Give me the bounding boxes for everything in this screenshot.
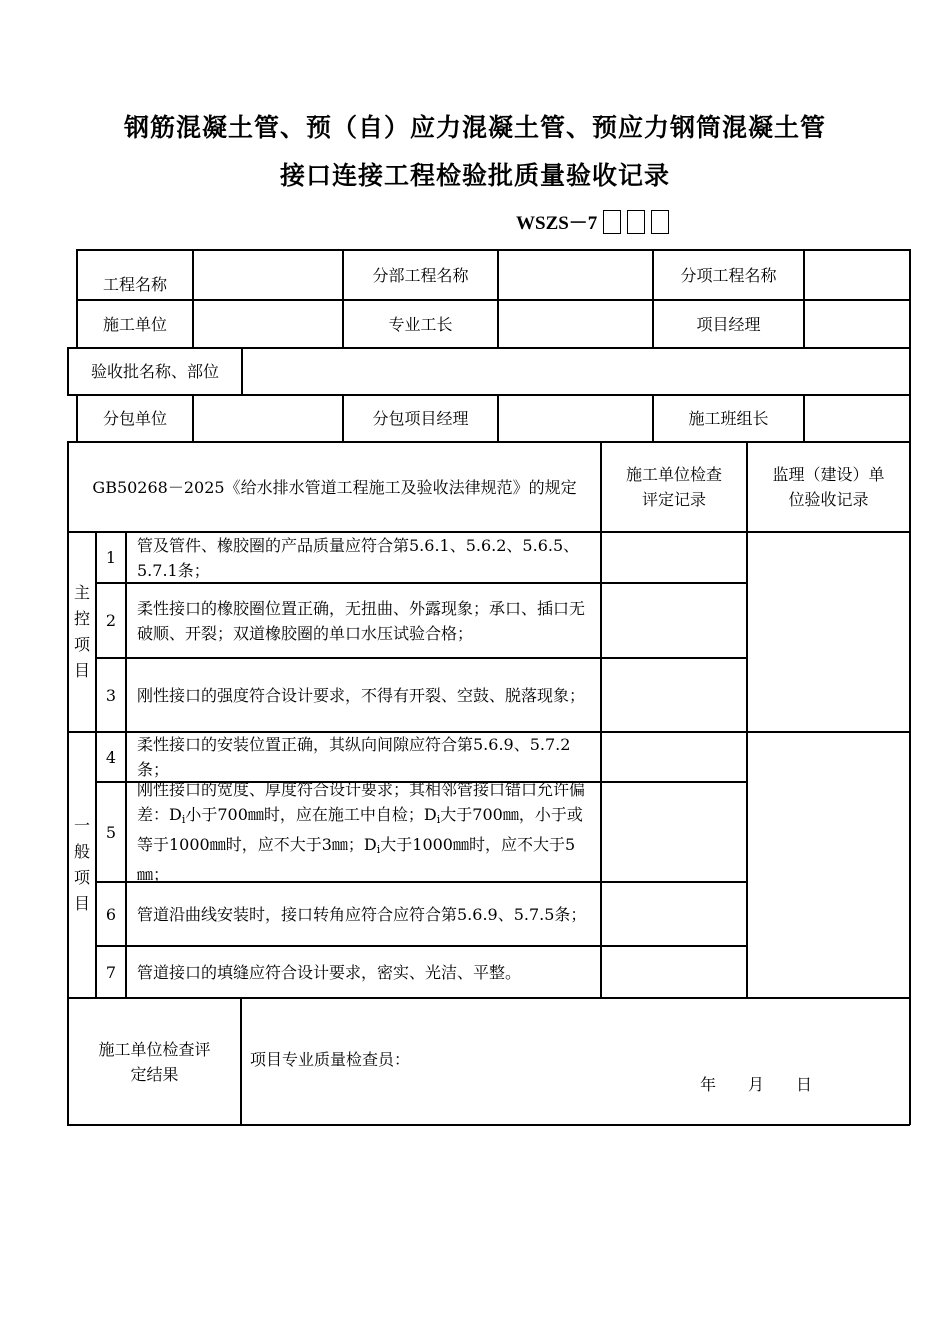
item-check-field[interactable] [602,883,746,945]
item-no: 3 [105,685,117,705]
item-text: 管道接口的填缝应符合设计要求，密实、光洁、平整。 [137,962,522,982]
item-check-field[interactable] [602,584,746,657]
item-text: 柔性接口的安装位置正确，其纵向间隙应符合第5.6.9、5.7.2条； [137,735,571,779]
item5-text-c: 大于700㎜，小于或等于1000㎜时，应不大于3㎜；D [137,805,583,854]
division-field[interactable] [499,251,652,299]
item5-sub-1: i [181,813,186,826]
division-label: 分部工程名称 [372,266,469,285]
batch-label: 验收批名称、部位 [90,362,219,381]
main-group-label [69,533,95,731]
code-box-2[interactable] [627,210,645,234]
foreman-label: 专业工长 [388,314,453,334]
team-leader-label: 施工班组长 [688,409,769,428]
construction-unit-label: 施工单位 [102,314,167,334]
spec-header: GB50268－2025《给水排水管道工程施工及验收法律规范》的规定 [92,477,577,497]
title-line-2: 接口连接工程检验批质量验收记录 [279,161,670,190]
subcontractor-field[interactable] [194,396,342,441]
item-no: 7 [105,962,117,982]
item5-text-b: 小于700㎜时，应在施工中自检；D [185,805,437,824]
item-no: 4 [105,747,117,767]
item-check-field[interactable] [602,659,746,731]
main-group-text: 主控项目 [74,583,91,680]
item5-text-a: 刚性接口的宽度、厚度符合设计要求；其相邻管接口错口允许偏差：D [137,780,586,824]
subcontractor-label: 分包单位 [102,409,167,428]
code-box-3[interactable] [651,210,669,234]
item-text: 柔性接口的橡胶圈位置正确，无扭曲、外露现象；承口、插口无破顺、开裂；双道橡胶圈的单口水压试验合格； [137,598,586,643]
team-leader-field[interactable] [805,396,909,441]
item-check-field[interactable] [602,783,746,881]
sub-pm-label: 分包项目经理 [372,409,469,428]
code-box-1[interactable] [603,210,621,234]
title-line-1: 钢筋混凝土管、预（自）应力混凝土管、预应力钢筒混凝土管 [123,113,826,142]
item5-sub-3: i [376,843,381,856]
foreman-field[interactable] [499,301,652,347]
project-name-label: 工程名称 [102,275,167,294]
project-name-field[interactable] [194,251,342,299]
item-check-field[interactable] [602,533,746,582]
item5-sub-2: i [436,813,441,826]
item-check-field[interactable] [602,733,746,781]
construction-unit-field[interactable] [194,301,342,347]
subitem-label: 分项工程名称 [680,266,777,285]
pm-label: 项目经理 [696,314,761,334]
inspector-label[interactable]: 项目专业质量检查员： [250,1049,411,1069]
item-no: 2 [105,611,117,630]
subitem-field[interactable] [805,251,909,299]
item-no: 1 [105,548,117,567]
main-supervision-field[interactable] [748,533,909,731]
result-label: 施工单位检查评定结果 [98,1039,211,1084]
item-text: 管道沿曲线安装时，接口转角应符合应符合第5.6.9、5.7.5条； [137,904,587,924]
supervision-record-header: 监理（建设）单位验收记录 [772,465,885,509]
form-code-text: WSZS－7 [516,213,598,234]
sub-pm-field[interactable] [499,396,652,441]
pm-field[interactable] [805,301,909,347]
general-group-text: 一般项目 [74,816,91,913]
general-supervision-field[interactable] [748,733,909,997]
item5-text-d: 大于1000㎜时，应不大于5㎜； [137,835,576,884]
form-code [516,208,669,235]
item-no: 6 [105,904,117,924]
item-no: 5 [105,822,117,842]
general-group-label [69,733,95,997]
batch-field[interactable] [243,349,909,394]
item-check-field[interactable] [602,947,746,997]
item-text [127,780,599,884]
item-text: 刚性接口的强度符合设计要求，不得有开裂、空鼓、脱落现象； [137,685,586,705]
item-text: 管及管件、橡胶圈的产品质量应符合第5.6.1、5.6.2、5.6.5、5.7.1条； [137,535,580,580]
check-record-header: 施工单位检查评定记录 [625,465,722,509]
result-date[interactable]: 年 月 日 [700,1074,813,1094]
